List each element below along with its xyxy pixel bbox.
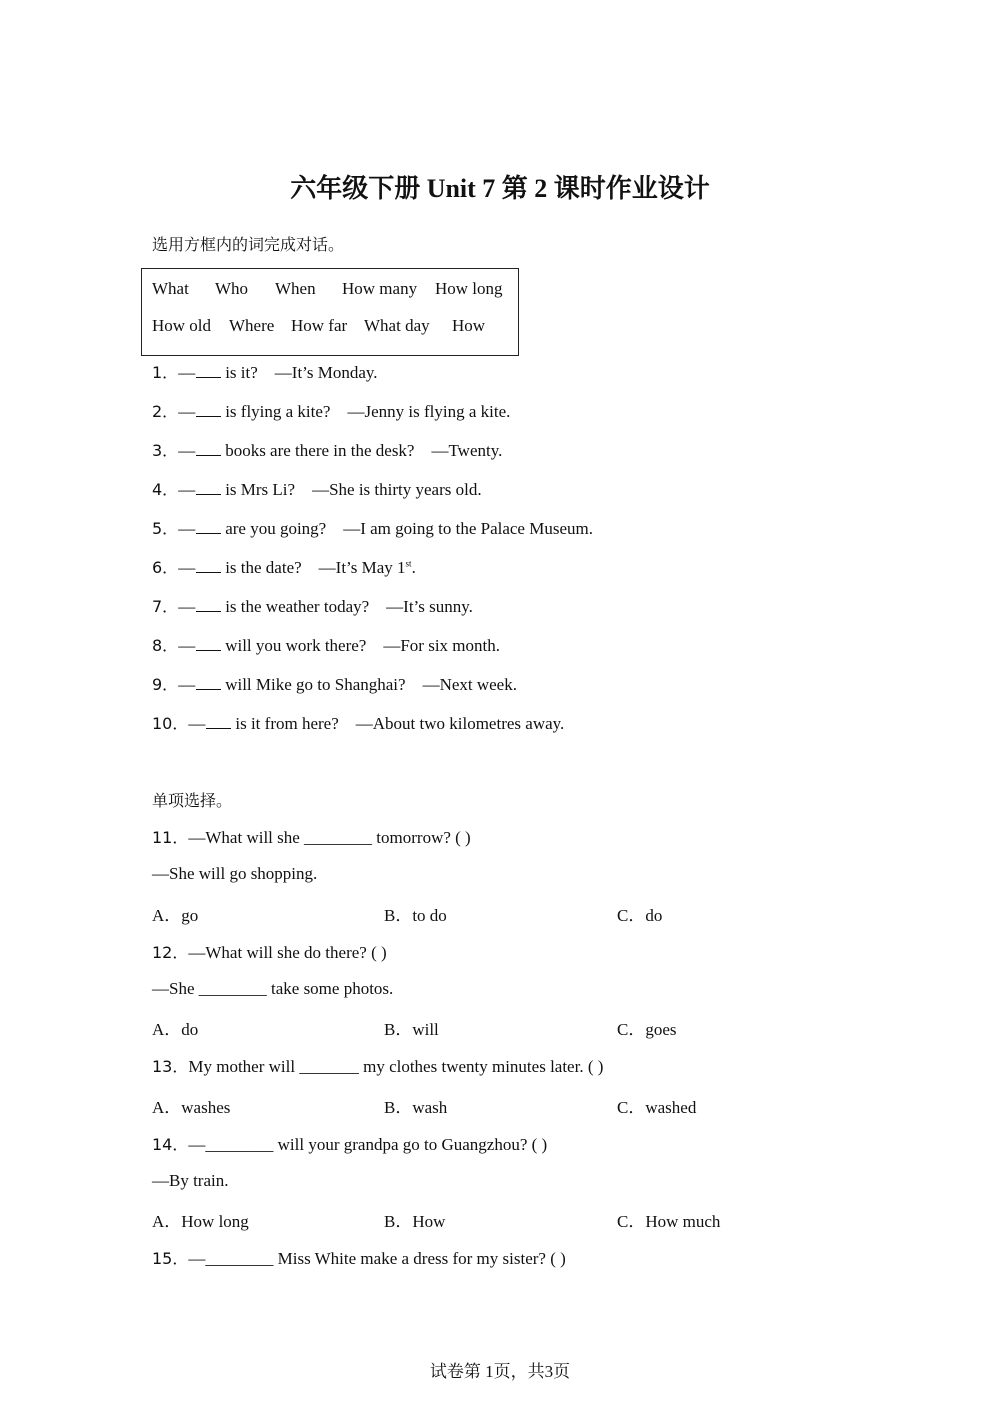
word: What day (364, 316, 430, 335)
answer-blank[interactable] (196, 636, 221, 651)
option-c[interactable]: C．do (617, 906, 663, 925)
word: How old (152, 316, 212, 335)
option-a[interactable]: A．go (152, 906, 199, 925)
word: Who (215, 279, 249, 298)
option-c[interactable]: C．washed (617, 1098, 697, 1117)
word: How many (342, 279, 418, 298)
question-11: 11．—What will she ________ tomorrow? ( ) (152, 828, 471, 847)
fill-item-4: 4．— is Mrs Li? —She is thirty years old. (152, 480, 482, 499)
fill-item-10: 10．— is it from here? —About two kilometres away. (152, 714, 565, 733)
answer-blank[interactable] (196, 675, 221, 690)
answer-blank[interactable] (196, 402, 221, 417)
word-box (141, 268, 519, 356)
page-footer: 试卷第 1页，共3页 (429, 1362, 571, 1381)
fill-item-9: 9．— will Mike go to Shanghai? —Next week. (152, 675, 517, 694)
answer-blank[interactable] (206, 714, 231, 729)
question-13: 13．My mother will _______ my clothes twenty minutes later. ( ) (152, 1057, 604, 1076)
question-14: 14．—________ will your grandpa go to Guangzhou? ( ) (152, 1135, 548, 1154)
page-title: 六年级下册 Unit 7 第 2 课时作业设计 (290, 174, 710, 203)
answer-blank[interactable] (196, 597, 221, 612)
question-15: 15．—________ Miss White make a dress for my sister? ( ) (152, 1249, 566, 1268)
answer-blank[interactable] (196, 558, 221, 573)
answer-blank[interactable] (196, 519, 221, 534)
fill-item-8: 8．— will you work there? —For six month. (152, 636, 500, 655)
word: What (152, 279, 189, 298)
word: Where (229, 316, 275, 335)
question-14-response: —By train. (152, 1171, 229, 1190)
fill-item-1: 1．— is it? —It’s Monday. (152, 363, 378, 382)
fill-item-2: 2．— is flying a kite? —Jenny is flying a kite. (152, 402, 511, 421)
fill-item-7: 7．— is the weather today? —It’s sunny. (152, 597, 473, 616)
option-c[interactable]: C．goes (617, 1020, 677, 1039)
fill-item-3: 3．— books are there in the desk? —Twenty. (152, 441, 503, 460)
option-c[interactable]: C．How much (617, 1212, 721, 1231)
fill-item-5: 5．— are you going? —I am going to the Palace Museum. (152, 519, 593, 538)
answer-blank[interactable] (196, 441, 221, 456)
option-b[interactable]: B．wash (384, 1098, 448, 1117)
question-12: 12．—What will she do there? ( ) (152, 943, 387, 962)
option-b[interactable]: B．How (384, 1212, 446, 1231)
section1-heading: 选用方框内的词完成对话。 (152, 235, 345, 254)
word: How far (291, 316, 348, 335)
fill-item-6: 6．— is the date? —It’s May 1st. (152, 558, 416, 577)
answer-blank[interactable] (196, 363, 221, 378)
question-12-response: —She ________ take some photos. (152, 979, 394, 998)
option-a[interactable]: A．How long (152, 1212, 249, 1231)
section2-heading: 单项选择。 (152, 791, 233, 810)
question-11-response: —She will go shopping. (152, 864, 318, 883)
option-a[interactable]: A．do (152, 1020, 199, 1039)
word: How long (435, 279, 503, 298)
answer-blank[interactable] (196, 480, 221, 495)
option-b[interactable]: B．to do (384, 906, 447, 925)
word: When (275, 279, 316, 298)
word: How (452, 316, 486, 335)
option-a[interactable]: A．washes (152, 1098, 231, 1117)
option-b[interactable]: B．will (384, 1020, 439, 1039)
